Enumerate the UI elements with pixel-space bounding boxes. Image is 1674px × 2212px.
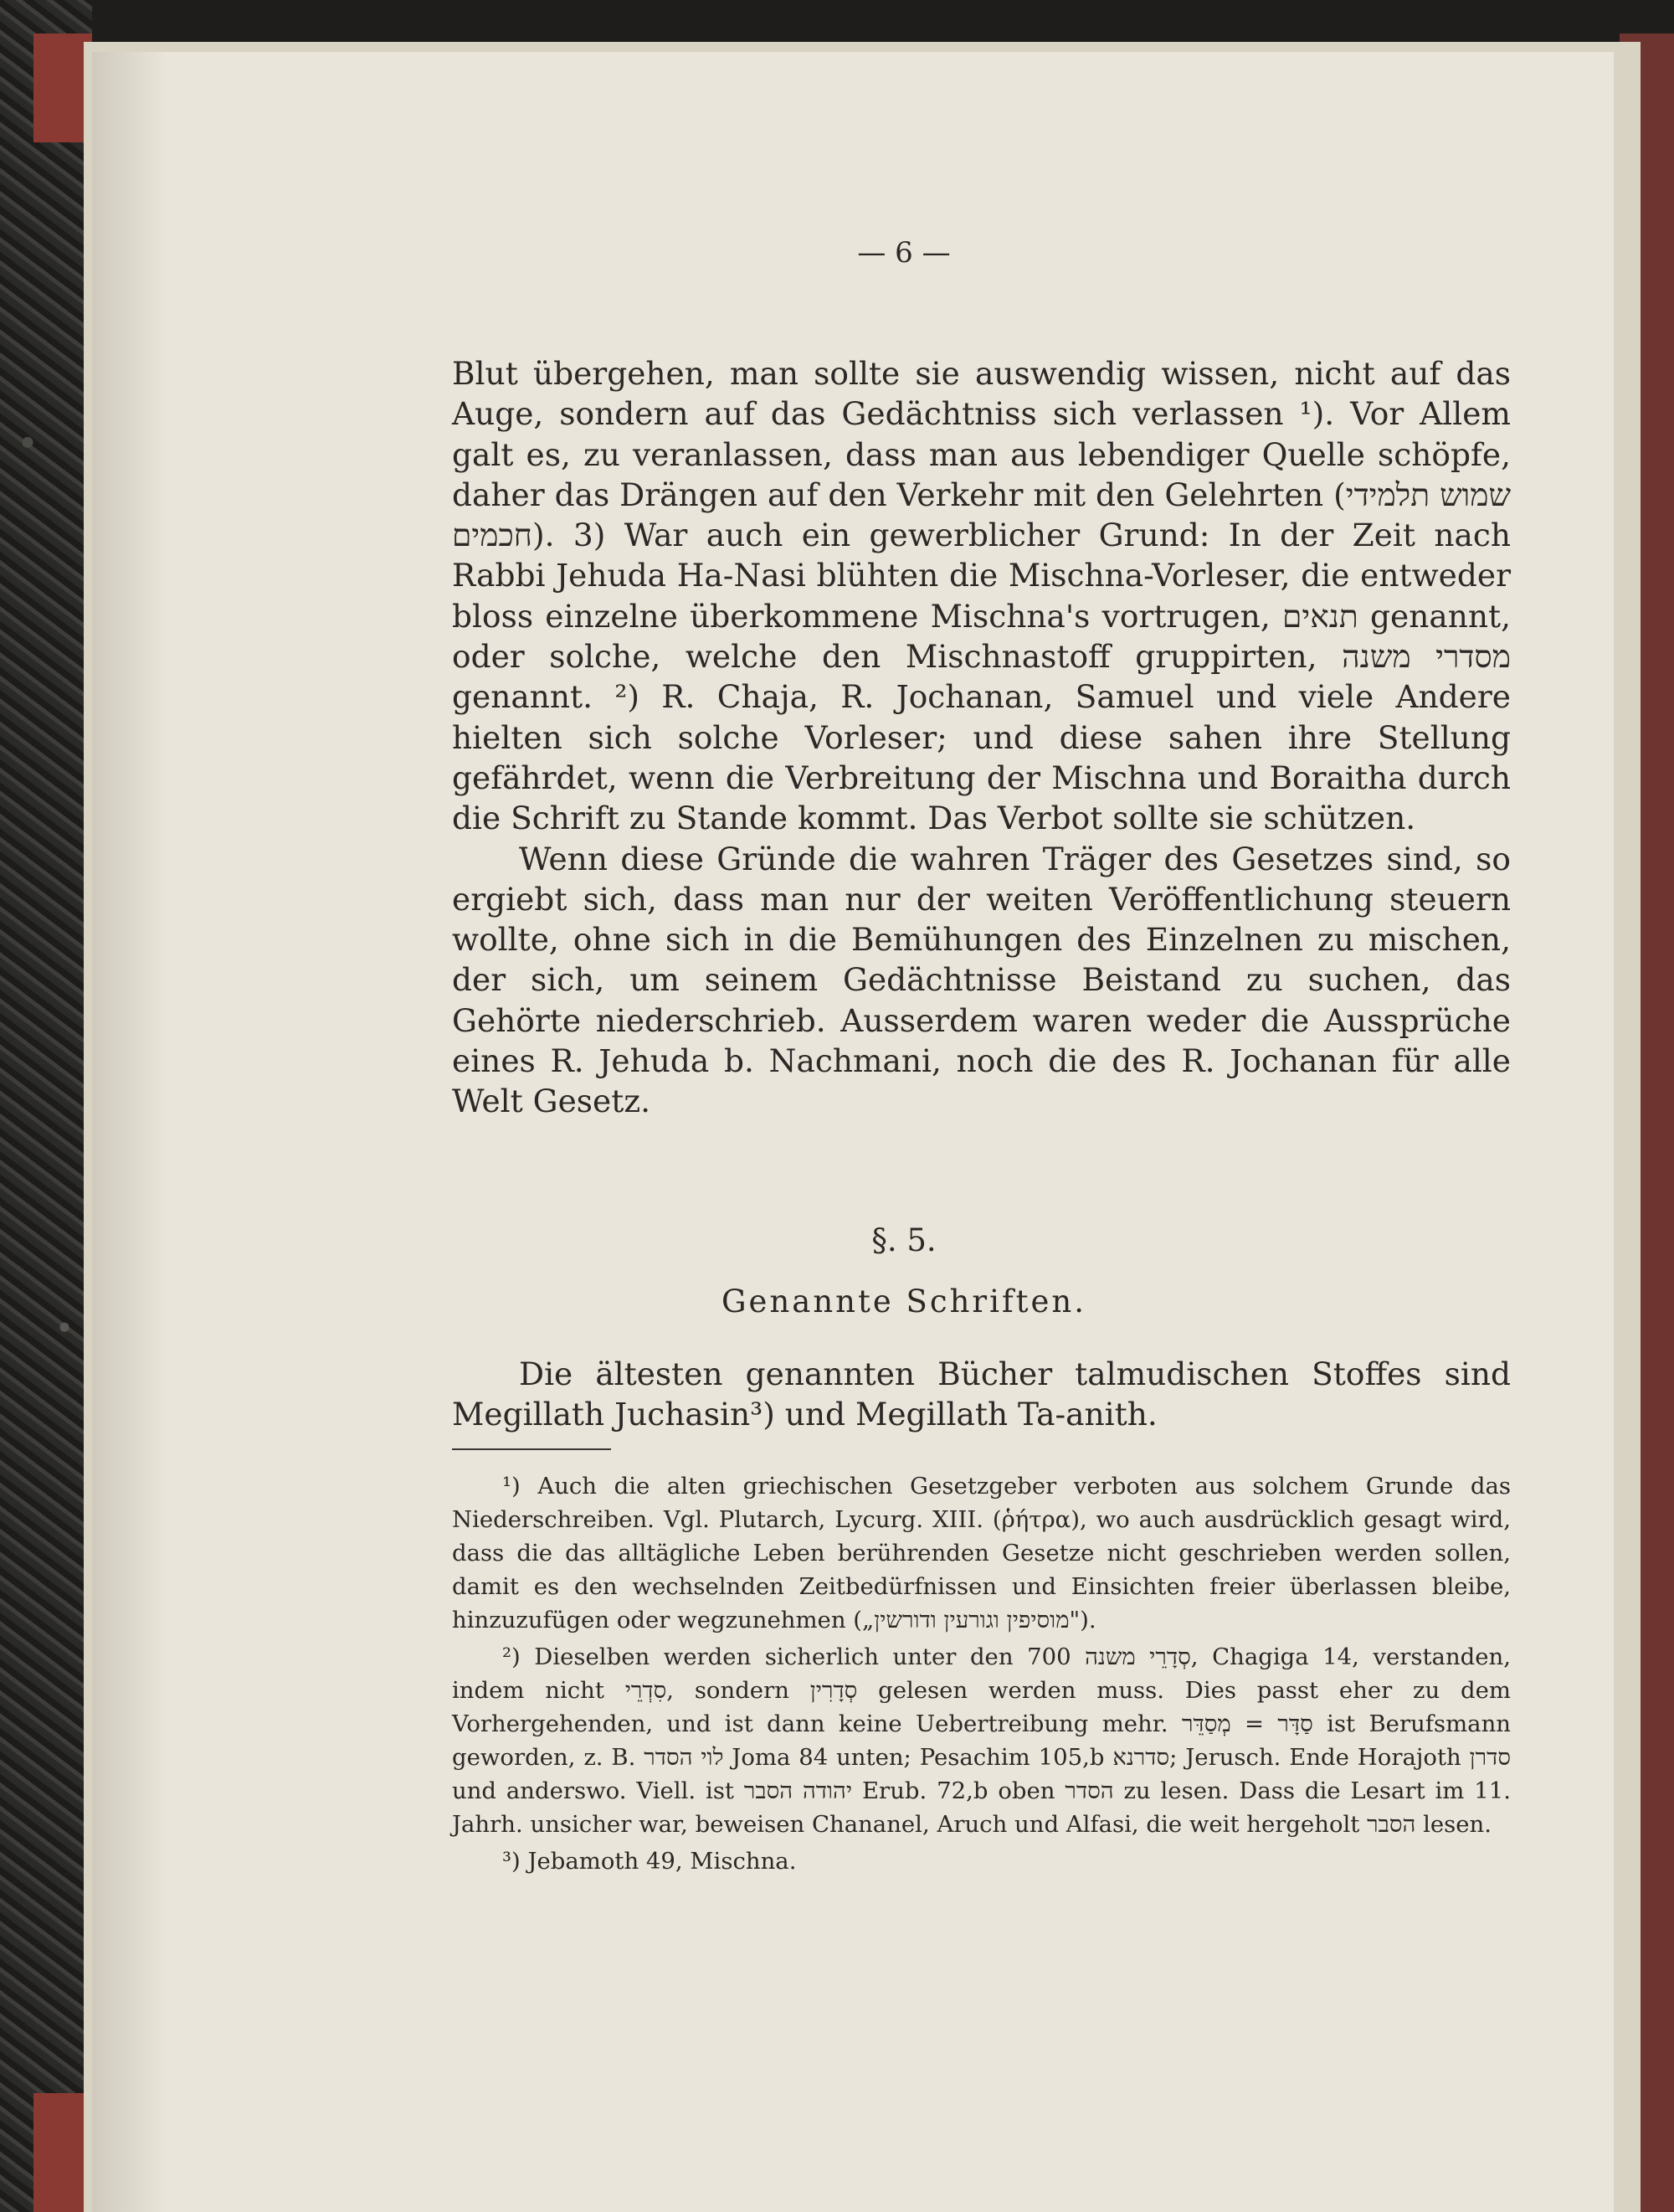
footnote-rule <box>452 1448 611 1450</box>
section-title: Genannte Schriften. <box>721 1283 1086 1319</box>
footnotes <box>452 1469 1511 1881</box>
section-text <box>452 1354 1511 1435</box>
page-number: — 6 — <box>857 236 951 270</box>
footnote-1: ¹) Auch die alten griechischen Gesetzgeber verboten aus solchem Grunde das Niederschreiben. Vgl. Plutarch, Lycurg. XIII. (ῥήτρα), wo auch ausdrücklich gesagt wird, dass die das alltägliche Leben berührenden Gesetze nicht geschrieben werden sollen, damit es den wechselnden Zeitbedürfnissen und Einsichten freier überlassen bleibe, hinzuzufügen oder wegzunehmen („מוסיפין וגורעין ודורשין"). <box>452 1473 1511 1633</box>
book-cover-left <box>0 0 92 2212</box>
section-paragraph: Die ältesten genannten Bücher talmudischen Stoffes sind Megillath Juchasin³) und Megillath Ta-anith. <box>452 1355 1511 1433</box>
page-gutter <box>92 52 167 2212</box>
footnote-3: ³) Jebamoth 49, Mischna. <box>502 1848 797 1875</box>
main-text <box>452 353 1511 1122</box>
footnote-2: ²) Dieselben werden sicherlich unter den 700 סְדָרֵי משנה, Chagiga 14, verstanden, indem nicht סִדְרֵי, sondern סְדָרִין gelesen werden muss. Dies passt eher zu dem Vorhergehenden, und ist dann keine Uebertreibung mehr. סַדָּר = מְסַדֵּר ist Berufsmann geworden, z. B. לוי הסדר Joma 84 unten; Pesachim 105,b סדרנא; Jerusch. Ende Horajoth סדרן und anderswo. Viell. ist יהודה הסבר Erub. 72,b oben הסדר zu lesen. Dass die Lesart im 11. Jahrh. unsicher war, beweisen Chananel, Aruch und Alfasi, die weit hergeholt הסבר lesen. <box>452 1644 1511 1838</box>
paragraph-2: Wenn diese Gründe die wahren Träger des Gesetzes sind, so ergiebt sich, dass man nur der weiten Veröffentlichung steuern wollte, ohne sich in die Bemühungen des Einzelnen zu mischen, der sich, um seinem Gedächtnisse Beistand zu suchen, das Gehörte niederschrieb. Ausserdem waren weder die Aussprüche eines R. Jehuda b. Nachmani, noch die des R. Jochanan für alle Welt Gesetz. <box>452 840 1511 1120</box>
paragraph-1: Blut übergehen, man sollte sie auswendig wissen, nicht auf das Auge, sondern auf das Gedächtniss sich verlassen ¹). Vor Allem galt es, zu veranlassen, dass man aus lebendiger Quelle schöpfe, daher das Drängen auf den Verkehr mit den Gelehrten (שמוש תלמידי חכמים). 3) War auch ein gewerblicher Grund: In der Zeit nach Rabbi Jehuda Ha-Nasi blühten die Mischna-Vorleser, die entweder bloss einzelne überkommene Mischna's vortrugen, תנאים genannt, oder solche, welche den Mischnastoff gruppirten, מסדרי משנה genannt. ²) R. Chaja, R. Jochanan, Samuel und viele Andere hielten sich solche Vorleser; und diese sahen ihre Stellung gefährdet, wenn die Verbreitung der Mischna und Boraitha durch die Schrift zu Stande kommt. Das Verbot sollte sie schützen. <box>452 355 1511 837</box>
section-number: §. 5. <box>871 1222 937 1258</box>
book-page <box>92 52 1614 2212</box>
